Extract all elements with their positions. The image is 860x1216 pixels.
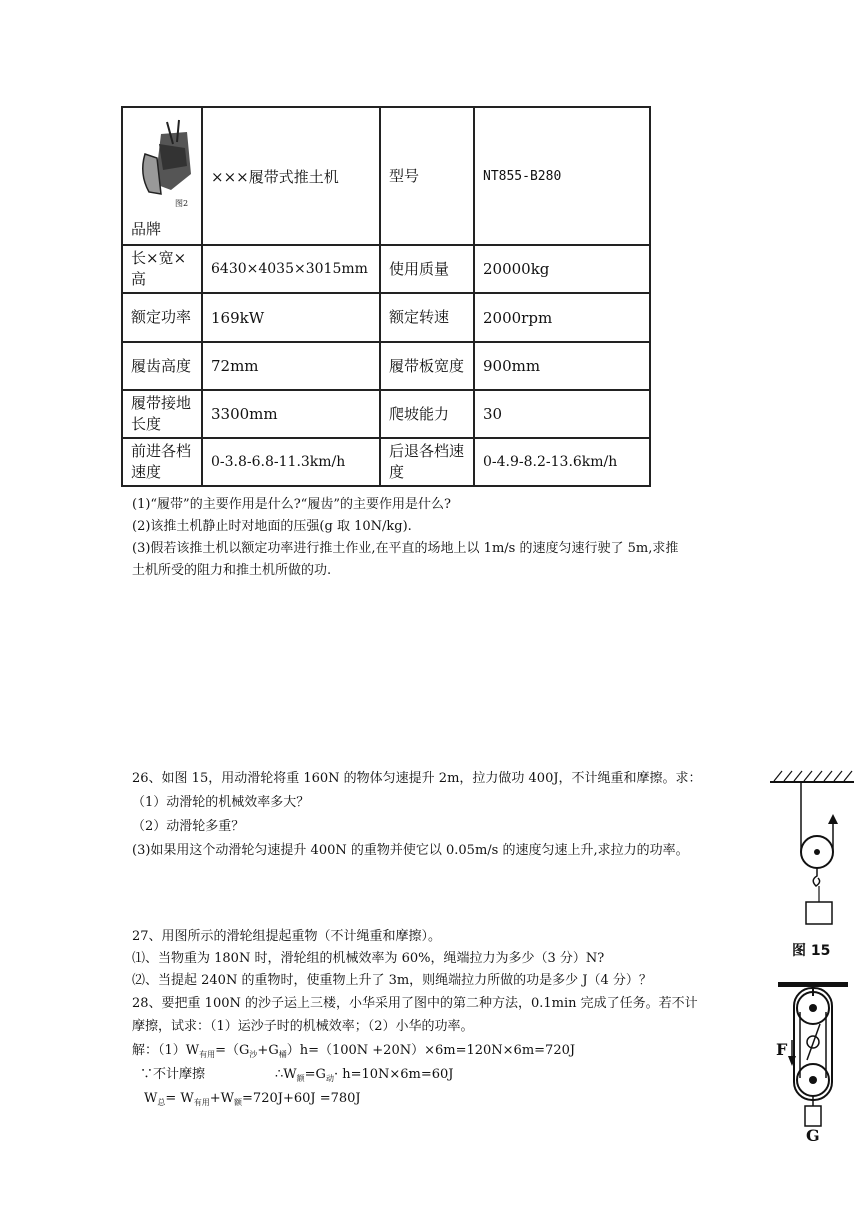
- subscript: 有用: [193, 1098, 210, 1107]
- solution-text: ）h=（100N +20N）×6m=120N×6m=720J: [286, 1043, 576, 1058]
- solution-line1: [132, 1040, 575, 1063]
- q27-stem: 27、用图所示的滑轮组提起重物（不计绳重和摩擦）。: [132, 929, 442, 944]
- row-label: 履带接地长度: [122, 390, 202, 438]
- q26-item2: （2）动滑轮多重？: [132, 819, 245, 834]
- subscript: 额: [296, 1074, 305, 1083]
- q26-item1: （1）动滑轮的机械效率多大？: [132, 795, 310, 810]
- subscript: 沙: [249, 1050, 258, 1059]
- row-label2: 额定转速: [380, 293, 474, 342]
- solution-text: =（G: [215, 1043, 250, 1058]
- row-value2: 0-4.9-8.2-13.6km/h: [474, 438, 650, 486]
- weight-label: G: [806, 1126, 820, 1145]
- table-row: [122, 438, 650, 486]
- row-label: 品牌: [131, 220, 162, 238]
- q26-item3: (3)如果用这个动滑轮匀速提升 400N 的重物并使它以 0.05m/s 的速度匀速上升,求拉力的功率。: [132, 843, 689, 858]
- row-label: 长×宽×高: [122, 245, 202, 293]
- subscript: 额: [234, 1098, 243, 1107]
- row-label: 履齿高度: [122, 342, 202, 390]
- bulldozer-image: [131, 114, 195, 214]
- row-label: 额定功率: [122, 293, 202, 342]
- subscript: 总: [157, 1098, 166, 1107]
- q25-item3: (3)假若该推土机以额定功率进行推土作业,在平直的场地上以 1m/s 的速度匀速行驶了 5m,求推: [132, 541, 679, 556]
- table-row: [122, 293, 650, 342]
- row-label2: 爬坡能力: [380, 390, 474, 438]
- row-label2: 型号: [380, 107, 474, 245]
- row-value: 169kW: [202, 293, 380, 342]
- subscript: 动: [325, 1074, 334, 1083]
- solution-text: +G: [257, 1043, 279, 1058]
- solution-text: +W: [209, 1091, 235, 1106]
- row-value2: 2000rpm: [474, 293, 650, 342]
- solution-line3: [144, 1088, 361, 1111]
- row-label2: 使用质量: [380, 245, 474, 293]
- subscript: 桶: [278, 1050, 287, 1059]
- solution-text: =G: [304, 1067, 326, 1082]
- row-value2: NT855-B280: [474, 107, 650, 245]
- solution-line2: [140, 1064, 454, 1087]
- solution-text: =720J+60J =780J: [242, 1091, 361, 1106]
- pulley-diagram-fig15: [766, 766, 856, 936]
- row-value: 72mm: [202, 342, 380, 390]
- table-row: [122, 390, 650, 438]
- row-value: ×××履带式推土机: [202, 107, 380, 245]
- q28-stem: 28、要把重 100N 的沙子运上三楼，小华采用了图中的第二种方法，0.1min 完成了任务。若不计: [132, 996, 698, 1011]
- row-value2: 900mm: [474, 342, 650, 390]
- spec-table: [121, 106, 651, 487]
- row-value: 0-3.8-6.8-11.3km/h: [202, 438, 380, 486]
- table-row: [122, 107, 650, 245]
- pulley-block-diagram: [770, 980, 854, 1150]
- q26-stem: 26、如图 15，用动滑轮将重 160N 的物体匀速提升 2m，拉力做功 400J，不计绳重和摩擦。求：: [132, 771, 702, 786]
- row-value2: 30: [474, 390, 650, 438]
- solution-text: W: [144, 1091, 158, 1106]
- force-label: F: [776, 1040, 788, 1059]
- q25-item1: (1)“履带”的主要作用是什么?“履齿”的主要作用是什么?: [132, 497, 451, 512]
- row-label2: 履带板宽度: [380, 342, 474, 390]
- subscript: 有用: [199, 1050, 216, 1059]
- solution-text: ∴W: [275, 1067, 297, 1082]
- solution-text: 解：（1）W: [132, 1043, 200, 1058]
- row-value: 6430×4035×3015mm: [202, 245, 380, 293]
- solution-text: · h=10N×6m=60J: [333, 1067, 454, 1082]
- table-row: [122, 342, 650, 390]
- q25-item2: (2)该推土机静止时对地面的压强(g 取 10N/kg).: [132, 519, 412, 534]
- q28-stem-cont: 摩擦，试求：（1）运沙子时的机械效率；（2）小华的功率。: [132, 1019, 474, 1034]
- row-label2: 后退各档速度: [380, 438, 474, 486]
- q25-item3-cont: 土机所受的阻力和推土机所做的功.: [132, 563, 332, 578]
- row-label: 前进各档速度: [122, 438, 202, 486]
- brand-cell: [122, 107, 202, 245]
- solution-text: ∵不计摩擦: [140, 1067, 206, 1082]
- solution-text: = W: [165, 1091, 194, 1106]
- row-value: 3300mm: [202, 390, 380, 438]
- q27-item1: ⑴、当物重为 180N 时，滑轮组的机械效率为 60%，绳端拉力为多少（3 分）N?: [132, 951, 605, 966]
- figure-caption: 图2: [175, 199, 189, 208]
- q27-item2: ⑵、当提起 240N 的重物时，使重物上升了 3m，则绳端拉力所做的功是多少 J（4 分）？: [132, 973, 652, 988]
- row-value2: 20000kg: [474, 245, 650, 293]
- fig15-caption: 图 15: [792, 943, 831, 959]
- table-row: [122, 245, 650, 293]
